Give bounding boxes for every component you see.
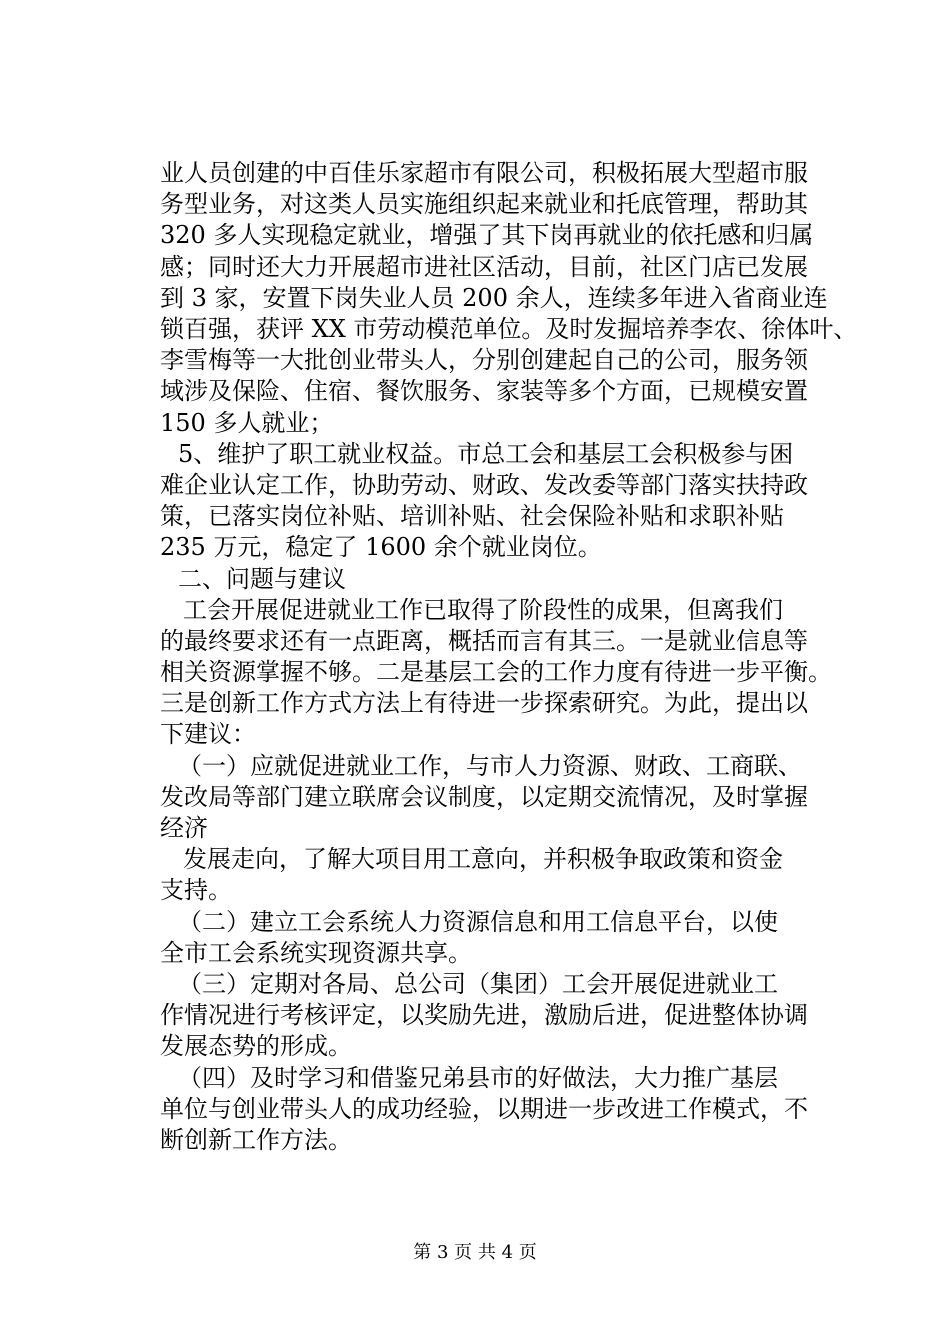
text-line: 断创新工作方法。 xyxy=(160,1126,352,1154)
text-line: 320 多人实现稳定就业，增强了其下岗再就业的依托感和归属 xyxy=(160,221,814,249)
text-line: （四）及时学习和借鉴兄弟县市的好做法，大力推广基层 xyxy=(178,1064,778,1092)
text-line: 发改局等部门建立联席会议制度，以定期交流情况，及时掌握 xyxy=(160,783,808,811)
text-line: 锁百强，获评 XX 市劳动模范单位。及时发掘培养李农、徐体叶、 xyxy=(160,315,858,343)
text-line: 感；同时还大力开展超市进社区活动，目前，社区门店已发展 xyxy=(160,253,808,281)
text-line: 策，已落实岗位补贴、培训补贴、社会保险补贴和求职补贴 xyxy=(160,502,784,530)
text-line: 单位与创业带头人的成功经验，以期进一步改进工作模式，不 xyxy=(160,1095,808,1123)
text-line: 工会开展促进就业工作已取得了阶段性的成果，但离我们 xyxy=(183,596,783,624)
text-line: 的最终要求还有一点距离，概括而言有其三。一是就业信息等 xyxy=(160,627,808,655)
text-line: 相关资源掌握不够。二是基层工会的工作力度有待进一步平衡。 xyxy=(160,658,832,686)
text-line: 支持。 xyxy=(160,876,232,904)
text-line: 务型业务，对这类人员实施组织起来就业和托底管理，帮助其 xyxy=(160,190,808,218)
text-line: 发展走向，了解大项目用工意向，并积极争取政策和资金 xyxy=(183,845,783,873)
text-line: 业人员创建的中百佳乐家超市有限公司，积极拓展大型超市服 xyxy=(160,159,808,187)
text-line: （二）建立工会系统人力资源信息和用工信息平台，以使 xyxy=(178,908,778,936)
text-line: 下建议： xyxy=(160,720,256,748)
text-line: 难企业认定工作，协助劳动、财政、发改委等部门落实扶持政 xyxy=(160,471,808,499)
text-line: 作情况进行考核评定，以奖励先进，激励后进，促进整体协调 xyxy=(160,1001,808,1029)
text-line: 150 多人就业； xyxy=(160,409,334,437)
text-line: 李雪梅等一大批创业带头人，分别创建起自己的公司，服务领 xyxy=(160,346,808,374)
page-footer: 第 3 页 共 4 页 xyxy=(413,1242,537,1263)
text-line: （三）定期对各局、总公司（集团）工会开展促进就业工 xyxy=(178,970,778,998)
text-line: （一）应就促进就业工作，与市人力资源、财政、工商联、 xyxy=(178,752,802,780)
text-line: 235 万元，稳定了 1600 余个就业岗位。 xyxy=(160,533,602,561)
text-line: 5、维护了职工就业权益。市总工会和基层工会积极参与困 xyxy=(178,440,794,468)
text-line: 全市工会系统实现资源共享。 xyxy=(160,939,472,967)
text-line: 经济 xyxy=(160,814,208,842)
section-heading: 二、问题与建议 xyxy=(178,565,346,593)
text-line: 发展态势的形成。 xyxy=(160,1032,352,1060)
text-line: 域涉及保险、住宿、餐饮服务、家装等多个方面，已规模安置 xyxy=(160,377,808,405)
text-line: 到 3 家，安置下岗失业人员 200 余人，连续多年进入省商业连 xyxy=(160,284,828,312)
text-line: 三是创新工作方式方法上有待进一步探索研究。为此，提出以 xyxy=(160,689,808,717)
